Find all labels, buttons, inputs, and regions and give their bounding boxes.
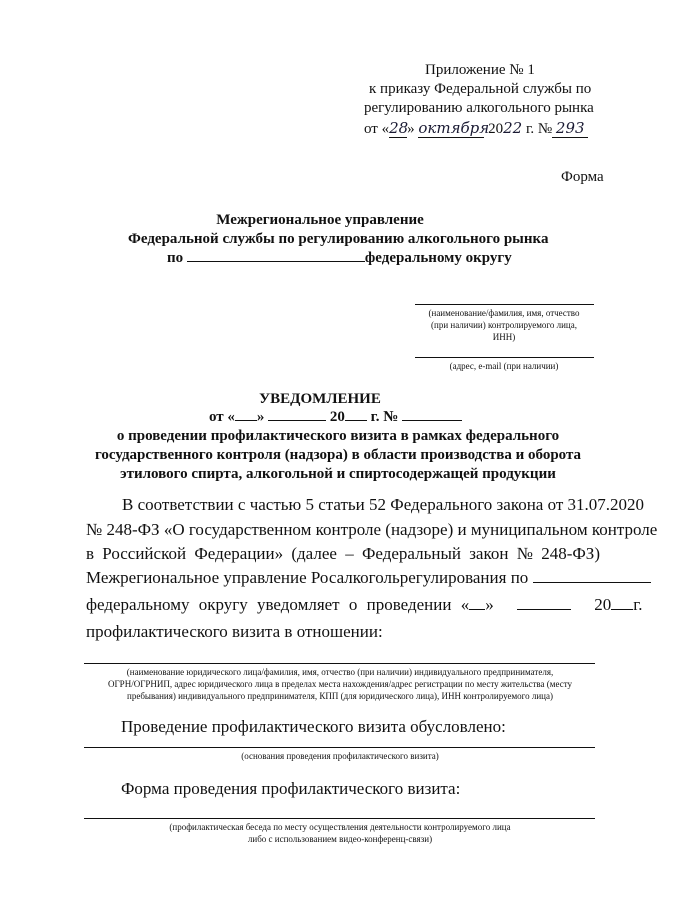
order-year-handwritten: 22	[503, 119, 523, 137]
order-month-handwritten: октября	[418, 119, 490, 137]
notice-year-blank	[345, 420, 367, 421]
subject-caption-3: пребывания) индивидуального предпринимателя, КПП (для юридического лица), ИНН контролируемого лица)	[127, 691, 553, 701]
reason-label: Проведение профилактического визита обусловлено:	[121, 717, 506, 736]
recipient-address-caption: (адрес, e-mail (при наличии)	[449, 361, 559, 371]
body-year-blank	[611, 609, 633, 610]
recipient-name-caption-2: (при наличии) контролируемого лица,	[431, 320, 577, 330]
appendix-line-1: к приказу Федеральной службы по	[369, 81, 592, 97]
order-date-prefix: от «	[364, 121, 390, 137]
order-year-rest: г. №	[522, 121, 553, 137]
notice-date-year: 20	[329, 409, 345, 425]
appendix-title: Приложение № 1	[425, 62, 535, 78]
form-of-visit-caption-2: либо с использованием видео-конференц-связи)	[247, 834, 433, 844]
appendix-order-date	[364, 119, 588, 138]
body-line-6: профилактического визита в отношении:	[86, 622, 383, 641]
notice-date-mid: »	[256, 409, 265, 425]
body-line-4-row	[86, 568, 651, 588]
appendix-line-2: регулированию алкогольного рынка	[364, 100, 594, 116]
notice-date-prefix: от «	[209, 409, 235, 425]
authority-line-2: Федеральной службы по регулированию алкогольного рынка	[128, 231, 549, 247]
body-line-5-b: »	[485, 595, 494, 614]
subject-line	[84, 663, 595, 664]
body-line-3: в Российской Федерации» (далее – Федеральный закон № 248-ФЗ)	[86, 544, 600, 563]
subject-caption-2: ОГРН/ОГРНИП, адрес юридического лица в пределах места нахождения/адрес регистрации по месту жительства (месту	[107, 679, 573, 689]
form-of-visit-line	[84, 818, 595, 819]
subject-caption-1: (наименование юридического лица/фамилия, имя, отчество (при наличии) индивидуального предпринимателя,	[126, 667, 554, 677]
reason-caption: (основания проведения профилактического визита)	[241, 751, 439, 761]
recipient-address-line	[415, 357, 594, 358]
body-line-1: В соответствии с частью 5 статьи 52 Федерального закона от 31.07.2020	[122, 495, 645, 514]
notice-month-blank	[268, 420, 326, 421]
authority-line-3-prefix: по	[167, 250, 184, 266]
notice-title: УВЕДОМЛЕНИЕ	[259, 391, 381, 407]
body-line-5-d: г.	[633, 595, 643, 614]
body-line-5-a: федеральному округу уведомляет о проведении «	[86, 595, 470, 614]
notice-subject-2: государственного контроля (надзора) в области производства и оборота	[94, 447, 582, 463]
authority-line-3	[167, 250, 512, 267]
order-year-prefix: 20	[488, 121, 504, 137]
body-line-2: № 248-ФЗ «О государственном контроле (надзоре) и муниципальном контроле	[86, 520, 658, 539]
authority-line-1: Межрегиональное управление	[216, 212, 424, 228]
district-blank	[187, 261, 365, 262]
recipient-name-caption-1: (наименование/фамилия, имя, отчество	[428, 308, 580, 318]
notice-day-blank	[235, 420, 257, 421]
form-label: Форма	[561, 169, 604, 185]
reason-line	[84, 747, 595, 748]
recipient-name-caption-3: ИНН)	[492, 332, 516, 342]
body-line-5-row	[86, 595, 643, 615]
notice-number-blank	[402, 420, 462, 421]
body-day-blank	[469, 609, 485, 610]
notice-subject-3: этилового спирта, алкогольной и спиртосодержащей продукции	[120, 466, 556, 482]
body-month-blank	[517, 609, 571, 610]
notice-date-line	[209, 409, 462, 426]
order-date-mid: »	[407, 121, 415, 137]
body-line-5-c: 20	[594, 595, 612, 614]
notice-subject-1: о проведении профилактического визита в рамках федерального	[116, 428, 560, 444]
order-number-handwritten: 293	[552, 119, 588, 138]
authority-line-3-suffix: федеральному округу	[364, 250, 512, 266]
form-of-visit-label: Форма проведения профилактического визита:	[121, 779, 461, 798]
form-of-visit-caption-1: (профилактическая беседа по месту осуществления деятельности контролируемого лица	[169, 822, 511, 832]
notice-date-suffix: г. №	[370, 409, 399, 425]
recipient-name-line	[415, 304, 594, 305]
order-day-handwritten: 28	[389, 119, 409, 137]
body-district-blank	[533, 582, 651, 583]
body-line-4: Межрегиональное управление Росалкогольрегулирования по	[86, 568, 529, 587]
